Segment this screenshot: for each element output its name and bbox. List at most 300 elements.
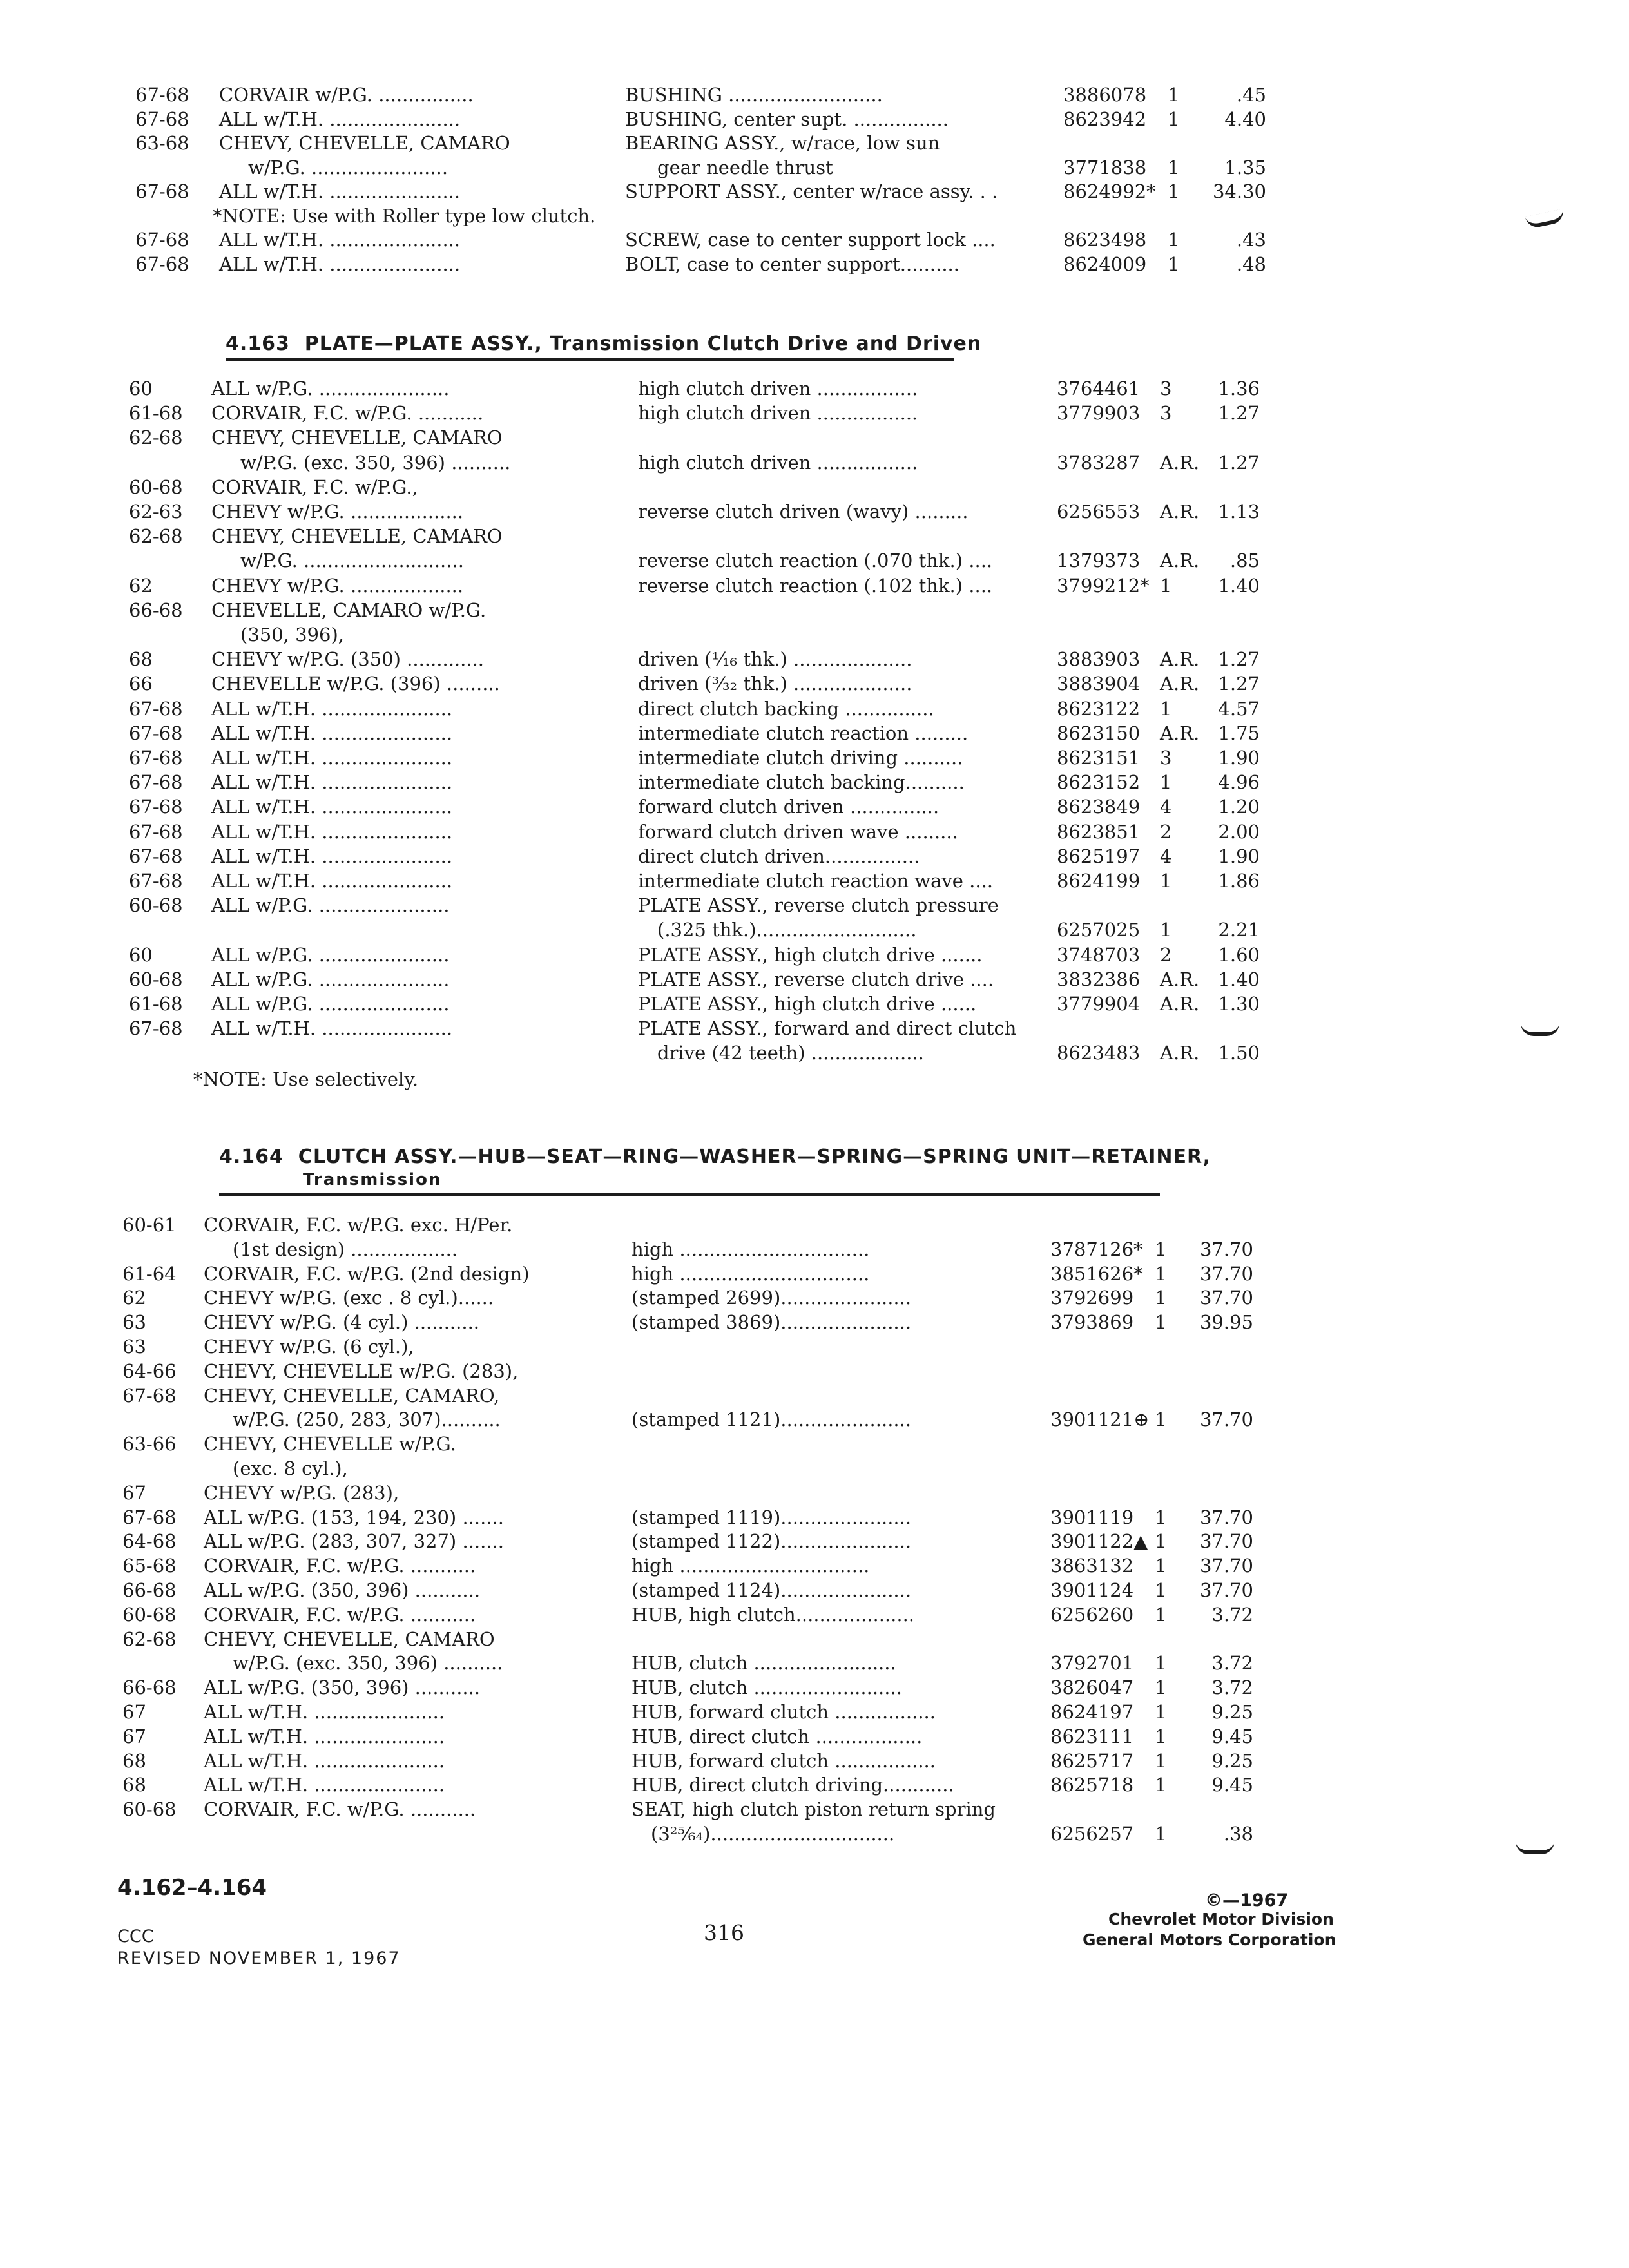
part-price: 34.30 [1212,180,1266,202]
part-number: 6256257 [1050,1823,1134,1845]
part-application: ALL w/P.G. ...................... [211,894,450,917]
part-application: *NOTE: Use with Roller type low clutch. [213,204,596,227]
part-description: high ................................ [631,1238,870,1260]
part-row [0,1578,1629,1604]
part-years: 63-66 [122,1433,177,1456]
part-years: 67-68 [122,1506,177,1528]
section-4163-note: *NOTE: Use selectively. [193,1068,419,1090]
part-years: 67 [122,1701,146,1723]
part-price: 9.45 [1211,1725,1253,1747]
part-description: intermediate clutch driving .......... [638,747,963,769]
part-row [0,1821,1629,1847]
part-number: 8625197 [1057,845,1141,867]
part-description: (3²⁵⁄₆₄)............................... [651,1823,895,1845]
part-row [0,204,1629,229]
part-number: 8623122 [1057,697,1141,720]
part-row [0,1041,1629,1066]
part-number: 8623942 [1063,108,1147,130]
part-application: ALL w/P.G. (350, 396) ........... [204,1579,481,1601]
part-years: 62-68 [122,1628,177,1650]
part-application: ALL w/T.H. ...................... [204,1725,445,1747]
part-years: 66-68 [122,1677,177,1699]
part-row [0,869,1629,894]
part-application: ALL w/P.G. (350, 396) ........... [204,1677,481,1699]
part-years: 62 [122,1287,146,1309]
part-description: (.325 thk.)........................... [657,919,917,941]
part-application: CHEVY w/P.G. (4 cyl.) ........... [204,1311,480,1334]
part-row [0,647,1629,673]
part-quantity: 1 [1160,919,1172,941]
part-number: 3886078 [1063,84,1147,106]
section-4164-rule [219,1193,1160,1196]
part-description: high clutch driven ................. [638,402,918,425]
part-row [0,1602,1629,1628]
part-application: ALL w/P.G. ...................... [211,943,450,966]
part-years: 67-68 [135,180,189,202]
part-row [0,697,1629,722]
part-row [0,893,1629,919]
part-years: 67-68 [129,747,183,769]
part-price: 1.36 [1218,378,1260,399]
part-price: .43 [1236,229,1266,251]
part-number: 8624197 [1050,1701,1134,1723]
part-years: 67-68 [129,845,183,867]
part-row [0,425,1629,451]
footer-page-number: 316 [704,1920,744,1945]
part-application: CHEVY, CHEVELLE w/P.G. (283), [204,1360,519,1382]
part-application: (exc. 8 cyl.), [233,1457,348,1479]
part-price: 1.90 [1218,845,1260,867]
part-price: 9.45 [1211,1774,1253,1796]
part-price: 37.70 [1199,1287,1253,1309]
part-row [0,1310,1629,1336]
part-price: .38 [1223,1823,1253,1845]
part-price: 1.75 [1218,722,1260,744]
part-row [0,573,1629,599]
part-description: (stamped 1122)...................... [631,1530,912,1553]
part-description: HUB, high clutch.................... [631,1603,915,1626]
part-description: driven (³⁄₃₂ thk.) .................... [638,673,912,695]
part-row [0,1456,1629,1482]
part-number: 6257025 [1057,919,1141,941]
part-number: 8624199 [1057,870,1141,892]
part-years: 60-61 [122,1214,177,1236]
part-quantity: 4 [1160,845,1172,867]
part-row [0,844,1629,870]
part-application: CHEVY, CHEVELLE, CAMARO, [204,1384,500,1407]
part-application: CHEVY w/P.G. (350) ............. [211,648,485,671]
part-description: PLATE ASSY., high clutch drive ....... [638,943,983,966]
part-quantity: 1 [1155,1555,1167,1577]
part-years: 62 [129,574,153,597]
part-number: 8623151 [1057,747,1141,769]
part-description: (stamped 1119)...................... [631,1506,912,1528]
part-row [0,1285,1629,1311]
part-row [0,745,1629,771]
part-description: HUB, direct clutch .................. [631,1725,923,1747]
part-description: intermediate clutch reaction wave .... [638,870,994,892]
part-quantity: 1 [1168,253,1180,275]
part-price: 37.70 [1199,1530,1253,1553]
part-description: high clutch driven ................. [638,451,918,474]
part-years: 67-68 [129,870,183,892]
part-description: gear needle thrust [657,156,833,178]
part-row [0,721,1629,747]
part-description: SCREW, case to center support lock .... [625,229,996,251]
part-application: ALL w/T.H. ...................... [211,870,453,892]
part-price: .48 [1236,253,1266,275]
part-number: 8623849 [1057,796,1141,818]
part-row [0,598,1629,624]
part-years: 66-68 [122,1579,177,1601]
part-price: 2.00 [1218,820,1260,843]
part-row [0,1481,1629,1506]
part-quantity: A.R. [1160,993,1200,1015]
part-row [0,1359,1629,1385]
section-4163-number: 4.163 [226,332,290,355]
part-number: 3832386 [1057,968,1141,990]
footer-code: CCC [117,1927,154,1946]
part-years: 61-68 [129,402,183,425]
part-row [0,770,1629,796]
part-quantity: 1 [1155,1774,1167,1796]
part-application: w/P.G. (250, 283, 307).......... [233,1408,501,1431]
part-quantity: A.R. [1160,673,1200,695]
part-description: HUB, forward clutch ................. [631,1749,936,1772]
part-number: 8625717 [1050,1749,1134,1772]
part-description: BUSHING .......................... [625,84,883,106]
part-quantity: 1 [1155,1603,1167,1626]
part-application: ALL w/T.H. ...................... [204,1749,445,1772]
part-row [0,179,1629,205]
part-application: CORVAIR w/P.G. ................ [219,84,474,106]
part-price: 1.60 [1218,943,1260,966]
part-price: 3.72 [1211,1652,1253,1675]
part-years: 65-68 [122,1555,177,1577]
part-row [0,107,1629,133]
part-application: ALL w/T.H. ...................... [211,820,453,843]
part-years: 68 [122,1774,146,1796]
part-price: 39.95 [1199,1311,1253,1334]
section-4163-heading [226,332,981,355]
part-price: 1.20 [1218,796,1260,818]
part-row [0,155,1629,181]
part-application: CHEVELLE w/P.G. (396) ......... [211,673,500,695]
part-application: w/P.G. ....................... [248,156,448,178]
part-price: 4.40 [1224,108,1266,130]
part-application: ALL w/T.H. ...................... [211,845,453,867]
footer-copyright: ©—1967 [1205,1890,1289,1910]
part-years: 60-68 [122,1798,177,1821]
part-row [0,1553,1629,1579]
part-years: 67 [122,1481,146,1504]
part-application: ALL w/T.H. ...................... [211,722,453,744]
part-years: 63 [122,1336,146,1358]
part-application: ALL w/T.H. ...................... [219,253,461,275]
part-row [0,1675,1629,1701]
part-row [0,548,1629,574]
part-description: HUB, forward clutch ................. [631,1701,936,1723]
part-quantity: 1 [1168,180,1180,202]
part-description: drive (42 teeth) ................... [657,1042,924,1064]
part-application: ALL w/T.H. ...................... [211,747,453,769]
part-price: 9.25 [1211,1749,1253,1772]
part-row [0,82,1629,108]
part-description: PLATE ASSY., forward and direct clutch [638,1017,1017,1040]
footer-company-corporation: General Motors Corporation [1083,1930,1336,1949]
part-application: ALL w/T.H. ...................... [219,229,461,251]
part-description: reverse clutch driven (wavy) ......... [638,501,969,523]
part-years: 60-68 [129,476,183,498]
part-description: driven (¹⁄₁₆ thk.) .................... [638,648,912,671]
part-quantity: 1 [1155,1262,1167,1285]
part-years: 67-68 [129,771,183,794]
part-quantity: 1 [1155,1749,1167,1772]
part-years: 67-68 [129,697,183,720]
part-quantity: 1 [1155,1823,1167,1845]
part-description: BEARING ASSY., w/race, low sun [625,132,940,154]
part-description: PLATE ASSY., reverse clutch pressure [638,894,999,917]
part-years: 67-68 [135,229,189,251]
part-description: reverse clutch reaction (.070 thk.) .... [638,550,993,572]
part-quantity: A.R. [1160,1042,1200,1064]
part-application: CHEVY, CHEVELLE, CAMARO [204,1628,495,1650]
part-number: 3779904 [1057,993,1141,1015]
part-price: 3.72 [1211,1677,1253,1699]
part-application: ALL w/P.G. ...................... [211,993,450,1015]
part-row [0,1505,1629,1531]
part-application: CHEVY w/P.G. (6 cyl.), [204,1336,414,1358]
part-description: HUB, clutch ......................... [631,1677,902,1699]
part-application: w/P.G. ........................... [240,550,464,572]
part-description: HUB, direct clutch driving............ [631,1774,954,1796]
part-number: 8623150 [1057,722,1141,744]
part-number: 8623851 [1057,820,1141,843]
part-row [0,1700,1629,1725]
part-quantity: 1 [1160,870,1172,892]
part-quantity: 3 [1160,378,1172,399]
part-years: 62-68 [129,427,183,449]
part-quantity: 2 [1160,943,1172,966]
part-number: 3799212* [1057,574,1150,597]
part-price: 37.70 [1199,1579,1253,1601]
part-number: 3748703 [1057,943,1141,966]
part-row [0,131,1629,157]
part-quantity: 1 [1168,156,1180,178]
part-quantity: 3 [1160,402,1172,425]
part-years: 68 [129,648,153,671]
part-price: 1.50 [1218,1042,1260,1064]
section-4164-number: 4.164 [219,1146,284,1168]
section-4164-subtitle: Transmission [303,1170,442,1189]
part-application: CHEVELLE, CAMARO w/P.G. [211,599,487,621]
part-row [0,943,1629,968]
part-row [0,1407,1629,1433]
part-quantity: A.R. [1160,722,1200,744]
part-number: 3793869 [1050,1311,1134,1334]
part-quantity: 1 [1160,697,1172,720]
part-years: 68 [122,1749,146,1772]
section-4164-title: CLUTCH ASSY.—HUB—SEAT—RING—WASHER—SPRING—SPRING UNIT—RETAINER, [298,1146,1211,1168]
part-row [0,1749,1629,1774]
part-quantity: 1 [1155,1701,1167,1723]
part-quantity: 1 [1168,229,1180,251]
part-description: direct clutch backing ............... [638,697,934,720]
part-application: CHEVY, CHEVELLE w/P.G. [204,1433,456,1456]
part-number: 6256553 [1057,501,1141,523]
part-number: 8623498 [1063,229,1147,251]
part-years: 63 [122,1311,146,1334]
punch-mark [1516,1841,1554,1854]
footer-company-division: Chevrolet Motor Division [1108,1910,1334,1928]
part-row [0,794,1629,820]
part-price: 9.25 [1211,1701,1253,1723]
part-years: 64-66 [122,1360,177,1382]
part-quantity: 1 [1168,84,1180,106]
part-quantity: 1 [1160,574,1172,597]
part-application: ALL w/T.H. ...................... [211,796,453,818]
part-price: .45 [1236,84,1266,106]
part-application: CORVAIR, F.C. w/P.G. ........... [211,402,484,425]
part-price: 1.27 [1218,451,1260,474]
footer-section-range: 4.162–4.164 [117,1875,267,1901]
part-number: 3851626* [1050,1262,1143,1285]
part-number: 3901119 [1050,1506,1134,1528]
part-number: 3901121⊕ [1050,1408,1150,1431]
part-price: 1.35 [1224,156,1266,178]
part-price: 1.30 [1218,993,1260,1015]
part-application: w/P.G. (exc. 350, 396) .......... [240,451,511,474]
part-number: 3764461 [1057,378,1141,399]
part-description: BUSHING, center supt. ................ [625,108,949,130]
part-price: 1.27 [1218,673,1260,695]
part-application: (1st design) .................. [233,1238,458,1260]
part-description: high clutch driven ................. [638,378,918,399]
part-row [0,1773,1629,1798]
part-price: 37.70 [1199,1506,1253,1528]
part-quantity: 1 [1155,1652,1167,1675]
part-description: SEAT, high clutch piston return spring [631,1798,996,1821]
part-quantity: 3 [1160,747,1172,769]
part-years: 67-68 [122,1384,177,1407]
part-price: 1.40 [1218,968,1260,990]
part-quantity: 1 [1155,1530,1167,1553]
part-application: ALL w/T.H. ...................... [219,180,461,202]
part-row [0,1262,1629,1287]
part-number: 3792701 [1050,1652,1134,1675]
part-row [0,1016,1629,1042]
part-application: ALL w/T.H. ...................... [204,1774,445,1796]
part-years: 67-68 [129,1017,183,1040]
part-row [0,401,1629,427]
part-quantity: 1 [1155,1725,1167,1747]
part-price: 1.86 [1218,870,1260,892]
part-price: 4.57 [1218,697,1260,720]
part-description: intermediate clutch backing.......... [638,771,965,794]
part-application: CORVAIR, F.C. w/P.G. ........... [204,1603,476,1626]
part-number: 3883903 [1057,648,1141,671]
part-application: CHEVY, CHEVELLE, CAMARO [219,132,510,154]
part-price: 37.70 [1199,1238,1253,1260]
part-number: 8624009 [1063,253,1147,275]
part-years: 61-64 [122,1262,177,1285]
part-years: 60 [129,943,153,966]
part-quantity: A.R. [1160,648,1200,671]
part-years: 60 [129,378,153,399]
part-row [0,475,1629,501]
part-row [0,450,1629,476]
part-description: intermediate clutch reaction ......... [638,722,969,744]
part-number: 8625718 [1050,1774,1134,1796]
part-application: w/P.G. (exc. 350, 396) .......... [233,1652,503,1675]
part-number: 3783287 [1057,451,1141,474]
section-4163-title: PLATE—PLATE ASSY., Transmission Clutch Drive and Driven [304,332,982,355]
part-price: 1.13 [1218,501,1260,523]
part-description: SUPPORT ASSY., center w/race assy. . . [625,180,998,202]
part-price: 1.27 [1218,648,1260,671]
part-number: 3779903 [1057,402,1141,425]
part-description: forward clutch driven wave ......... [638,820,958,843]
part-application: CORVAIR, F.C. w/P.G. ........... [204,1555,476,1577]
part-years: 67-68 [129,796,183,818]
part-row [0,1651,1629,1677]
part-row [0,1529,1629,1555]
part-application: ALL w/P.G. ...................... [211,968,450,990]
part-years: 67-68 [135,84,189,106]
part-price: 1.40 [1218,574,1260,597]
part-application: CORVAIR, F.C. w/P.G., [211,476,418,498]
part-application: CHEVY w/P.G. ................... [211,501,464,523]
part-application: ALL w/T.H. ...................... [219,108,461,130]
part-years: 66-68 [129,599,183,621]
part-years: 67-68 [129,722,183,744]
part-row [0,622,1629,648]
part-application: CHEVY, CHEVELLE, CAMARO [211,427,503,449]
part-row [0,992,1629,1017]
part-price: 2.21 [1218,919,1260,941]
part-application: ALL w/P.G. (153, 194, 230) ....... [204,1506,504,1528]
part-quantity: 1 [1155,1408,1167,1431]
part-row [0,967,1629,993]
part-application: ALL w/P.G. ...................... [211,378,450,399]
part-description: BOLT, case to center support.......... [625,253,959,275]
part-number: 3863132 [1050,1555,1134,1577]
footer-revised-date: REVISED NOVEMBER 1, 1967 [117,1948,401,1968]
part-years: 67-68 [129,820,183,843]
part-description: HUB, clutch ........................ [631,1652,896,1675]
part-application: CHEVY w/P.G. (exc . 8 cyl.)...... [204,1287,494,1309]
part-application: ALL w/T.H. ...................... [211,1017,453,1040]
part-number: 3787126* [1050,1238,1143,1260]
part-application: (350, 396), [240,624,344,646]
section-4164-heading [219,1146,1211,1168]
part-row [0,227,1629,253]
section-4163-rule [226,358,954,361]
part-number: 8623483 [1057,1042,1141,1064]
part-years: 67-68 [135,253,189,275]
part-quantity: 1 [1155,1579,1167,1601]
part-application: CORVAIR, F.C. w/P.G. exc. H/Per. [204,1214,513,1236]
part-row [0,820,1629,845]
part-application: ALL w/T.H. ...................... [211,771,453,794]
part-description: direct clutch driven................ [638,845,920,867]
part-row [0,524,1629,550]
part-application: CORVAIR, F.C. w/P.G. (2nd design) [204,1262,530,1285]
part-years: 66 [129,673,153,695]
part-description: high ................................ [631,1262,870,1285]
part-description: reverse clutch reaction (.102 thk.) .... [638,574,993,597]
part-row [0,1213,1629,1238]
